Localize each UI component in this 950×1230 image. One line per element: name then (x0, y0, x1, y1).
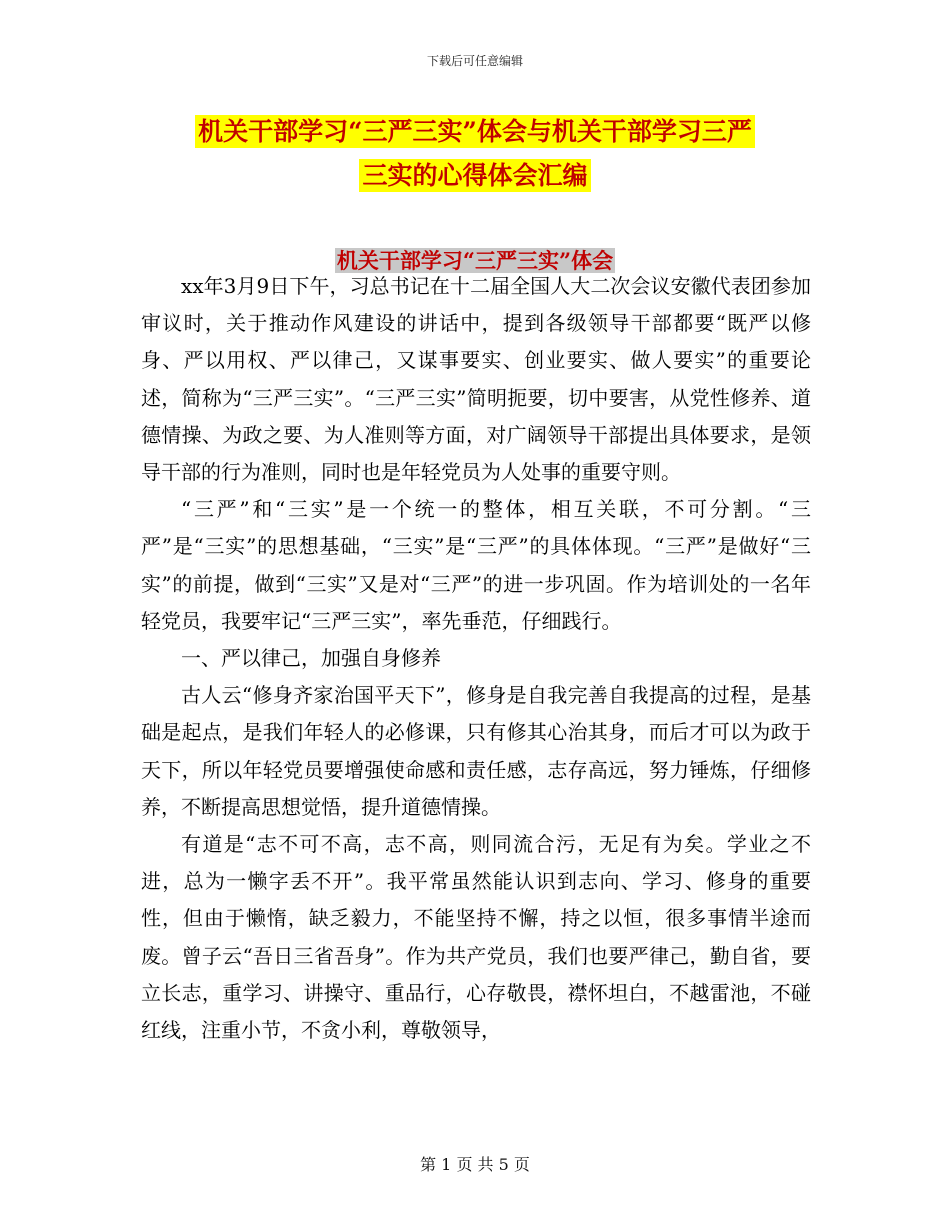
section-heading-text: 机关干部学习“三严三实”体会 (336, 248, 614, 273)
page-header-note: 下载后可任意编辑 (426, 54, 523, 68)
document-title-line-1 (0, 114, 950, 150)
paragraph-2: “三严”和“三实”是一个统一的整体，相互关联，不可分割。“三严”是“三实”的思想基础，“三实”是“三严”的具体体现。“三严”是做好“三实”的前提，做到“三实”又是对“三严”的进一步巩固。作为培训处的一名年轻党员，我要牢记“三严三实”，率先垂范，仔细践行。 (141, 497, 811, 633)
document-title-text-1: 机关干部学习“三严三实”体会与机关干部学习三严 (195, 115, 755, 148)
paragraph-4: 有道是“志不可不高，志不高，则同流合污，无足有为矣。学业之不进，总为一懒字丢不开”。我平常虽然能认识到志向、学习、修身的重要性，但由于懒惰，缺乏毅力，不能坚持不懈，持之以恒，很多事情半途而废。曾子云“吾日三省吾身”。作为共产党员，我们也要严律己，勤自省，要立长志，重学习、讲操守、重品行，心存敬畏，襟怀坦白，不越雷池，不碰红线，注重小节，不贪小利，尊敬领导， (141, 832, 811, 1043)
document-title-line-2 (0, 158, 950, 194)
page-number-footer: 第 1 页 共 5 页 (420, 1155, 530, 1174)
paragraph-1: xx年3月9日下午，习总书记在十二届全国人大二次会议安徽代表团参加审议时，关于推动作风建设的讲话中，提到各级领导干部都要“既严以修身、严以用权、严以律己，又谋事要实、创业要实、做人要实”的重要论述，简称为“三严三实”。“三严三实”简明扼要，切中要害，从党性修养、道德情操、为政之要、为人准则等方面，对广阔领导干部提出具体要求，是领导干部的行为准则，同时也是年轻党员为人处事的重要守则。 (141, 274, 811, 485)
paragraph-3: 古人云“修身齐家治国平天下”，修身是自我完善自我提高的过程，是基础是起点，是我们年轻人的必修课，只有修其心治其身，而后才可以为政于天下，所以年轻党员要增强使命感和责任感，志存高远，努力锤炼，仔细修养，不断提高思想觉悟，提升道德情操。 (141, 683, 811, 819)
document-title-text-2: 三实的心得体会汇编 (359, 159, 590, 192)
document-body (141, 268, 811, 1049)
subheading-1: 一、严以律己，加强自身修养 (181, 646, 441, 671)
